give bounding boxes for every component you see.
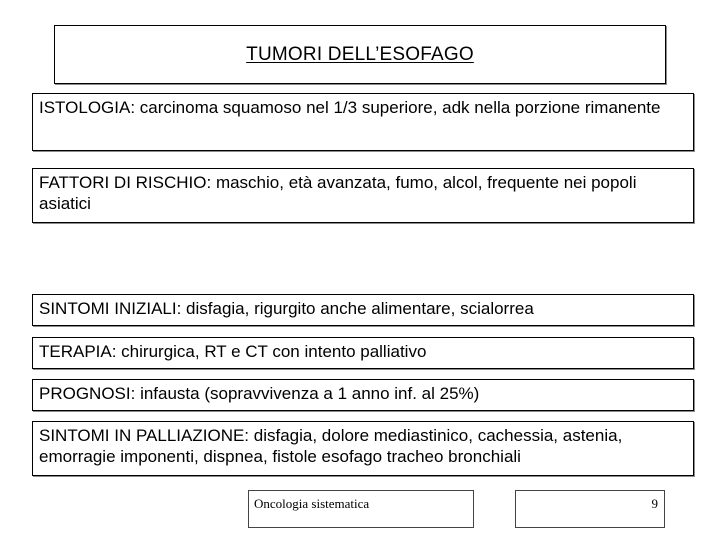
fattori-rischio-box: FATTORI DI RISCHIO: maschio, età avanzata, fumo, alcol, frequente nei popoli asiatici bbox=[32, 168, 694, 223]
terapia-box: TERAPIA: chirurgica, RT e CT con intento palliativo bbox=[32, 337, 694, 369]
title-box bbox=[54, 25, 666, 84]
page-number: 9 bbox=[515, 490, 665, 528]
sintomi-palliazione-box: SINTOMI IN PALLIAZIONE: disfagia, dolore mediastinico, cachessia, astenia, emorragie imponenti, dispnea, fistole esofago tracheo bronchiali bbox=[32, 421, 694, 476]
slide-title: TUMORI DELL’ESOFAGO bbox=[246, 44, 474, 65]
prognosi-box: PROGNOSI: infausta (sopravvivenza a 1 anno inf. al 25%) bbox=[32, 379, 694, 411]
sintomi-iniziali-box: SINTOMI INIZIALI: disfagia, rigurgito anche alimentare, scialorrea bbox=[32, 294, 694, 326]
footer-label: Oncologia sistematica bbox=[248, 490, 474, 528]
istologia-box: ISTOLOGIA: carcinoma squamoso nel 1/3 superiore, adk nella porzione rimanente bbox=[32, 93, 694, 151]
